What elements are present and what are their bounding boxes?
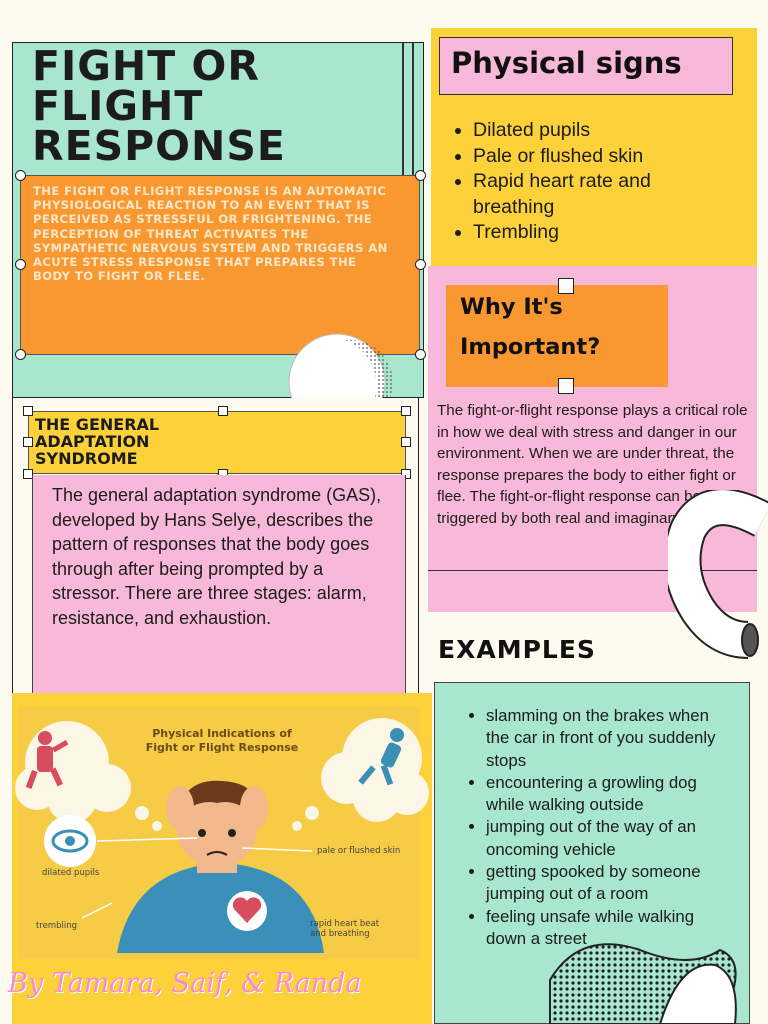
resize-handle[interactable] (558, 378, 574, 394)
page-title (32, 42, 286, 170)
frame-line (412, 42, 414, 182)
frame-line (402, 42, 404, 182)
illustration-title-1: Physical Indications of (152, 727, 292, 740)
label-heart-2: and breathing (310, 929, 370, 939)
resize-handle[interactable] (401, 437, 411, 447)
list-item: • getting spooked by someone jumping out of a room (486, 861, 726, 906)
gas-heading: THE GENERAL ADAPTATION SYNDROME (35, 415, 160, 468)
resize-handle[interactable] (15, 170, 26, 181)
gas-heading-box[interactable] (28, 411, 406, 474)
why-heading-box[interactable] (446, 285, 668, 387)
why-heading-line-1: Why It's (460, 294, 563, 320)
resize-handle[interactable] (401, 406, 411, 416)
list-item: • Trembling (473, 220, 713, 246)
list-item: • slamming on the brakes when the car in front of you suddenly stops (486, 705, 726, 772)
resize-handle[interactable] (415, 349, 426, 360)
why-heading-line-2: Important? (460, 334, 601, 360)
intro-box[interactable] (20, 175, 420, 355)
pipe-graphic (668, 490, 768, 660)
list-item: • Pale or flushed skin (473, 144, 713, 170)
label-dilated-pupils: dilated pupils (42, 868, 100, 878)
signs-heading: Physical signs (451, 46, 682, 80)
resize-handle[interactable] (415, 170, 426, 181)
title-line-1: FIGHT OR (32, 42, 260, 90)
gas-body: The general adaptation syndrome (GAS), developed by Hans Selye, describes the pattern of responses that the body goes through after being prompted by a stressor. There are three stages: alarm, resistance, and exhaustion. (52, 485, 382, 628)
resize-handle[interactable] (558, 278, 574, 294)
list-item: • encountering a growling dog while walking outside (486, 772, 726, 817)
heart-icon (227, 891, 267, 931)
title-line-3: RESPONSE (32, 122, 286, 170)
resize-handle[interactable] (415, 259, 426, 270)
intro-text: THE FIGHT OR FLIGHT RESPONSE IS AN AUTOMATIC PHYSIOLOGICAL REACTION TO AN EVENT THAT IS PERCEIVED AS STRESSFUL OR FRIGHTENING. THE PERCEPTION OF THREAT ACTIVATES THE SYMPATHETIC NERVOUS SYSTEM AND TRIGGERS AN ACUTE STRESS RESPONSE THAT PREPARES THE BODY TO FIGHT OR FLEE. (33, 184, 388, 284)
gas-body-box (32, 475, 406, 693)
illustration-title-2: Fight or Flight Response (145, 741, 299, 754)
list-item: • Dilated pupils (473, 118, 713, 144)
label-skin: pale or flushed skin (317, 846, 401, 856)
signs-list (473, 118, 713, 246)
eye-icon (44, 815, 96, 867)
resize-handle[interactable] (218, 406, 228, 416)
list-item: • jumping out of the way of an oncoming vehicle (486, 816, 726, 861)
list-item: • Rapid heart rate and breathing (473, 169, 713, 220)
label-trembling: trembling (36, 921, 78, 931)
examples-list (486, 705, 726, 950)
resize-handle[interactable] (23, 406, 33, 416)
why-body: The fight-or-flight response plays a critical role in how we deal with stress and danger in our environment. When we are under threat, the response prepares the body to either fight or flee. The fight-or-flight response can be triggered by both real and imaginary threats. (437, 402, 748, 527)
list-item: • feeling unsafe while walking down a street (486, 906, 726, 951)
resize-handle[interactable] (15, 259, 26, 270)
resize-handle[interactable] (15, 349, 26, 360)
why-heading (460, 287, 600, 367)
resize-handle[interactable] (23, 437, 33, 447)
label-heart-1: rapid heart beat (310, 919, 380, 929)
credits: By Tamara, Saif, & Randa (8, 968, 362, 999)
signs-heading-box (439, 37, 733, 95)
squiggle-graphic (540, 920, 750, 1024)
examples-heading: EXAMPLES (438, 635, 596, 664)
title-line-2: FLIGHT (32, 82, 204, 130)
